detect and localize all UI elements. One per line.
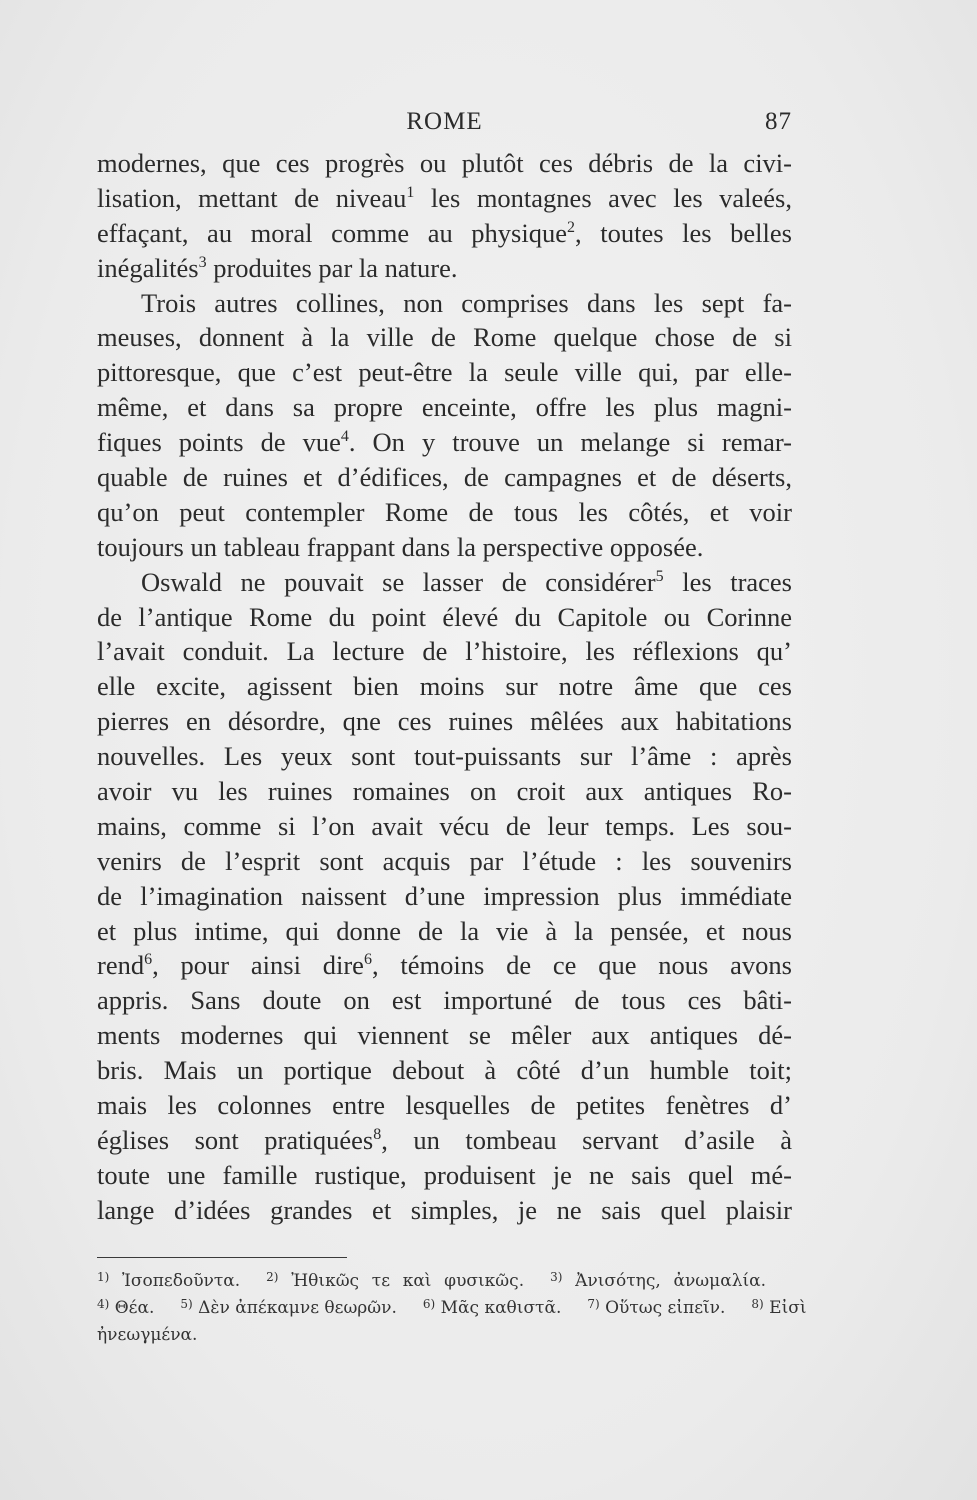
footnote-marker: 6 xyxy=(363,951,372,969)
footnote-number: 1) xyxy=(97,1270,110,1284)
text-line: inégalités$^3$ produites par la nature. xyxy=(97,252,458,283)
text-line: modernes, que ces progrès ou plutôt ces débris de la civi- xyxy=(97,148,792,178)
page-number: 87 xyxy=(765,108,792,135)
footnote-number: 6) xyxy=(422,1297,436,1311)
text-line: meuses, donnent à la ville de Rome quelque chose de si xyxy=(97,322,792,353)
text-line: même, et dans sa propre enceinte, offre les plus magni- xyxy=(97,392,792,423)
footnote-number: 8) xyxy=(751,1297,764,1311)
text-line: mais les colonnes entre lesquelles de petites fenètres d’ xyxy=(97,1090,792,1121)
text-line: et plus intime, qui donne de la vie à la pensée, et nous xyxy=(97,915,792,946)
footnote-line xyxy=(97,1268,792,1295)
footnote-marker: 3 xyxy=(198,253,207,271)
text-line: elle excite, agissent bien moins sur notre âme que ces xyxy=(97,671,792,702)
footnote xyxy=(423,1298,561,1318)
text-line: rend$^6$, pour ainsi dire$^6$, témoins de ce que nous avons xyxy=(97,950,792,981)
footnote xyxy=(97,1325,197,1345)
text-line: de l’antique Rome du point élevé du Capitole ou Corinne xyxy=(97,601,792,632)
text-line: toujours un tableau frappant dans la perspective opposée. xyxy=(97,531,704,562)
footnote xyxy=(587,1298,725,1318)
text-line: quable de ruines et d’édifices, de campagnes et de déserts, xyxy=(97,462,792,493)
text-line: lange d’idées grandes et simples, je ne sais quel plaisir xyxy=(97,1194,792,1225)
text-line: Oswald ne pouvait se lasser de considérer$^5$ les traces xyxy=(141,566,792,597)
text-line: nouvelles. Les yeux sont tout-puissants sur l’âme : après xyxy=(97,741,792,772)
text-line: pierres en désordre, qne ces ruines mêlées aux habitations xyxy=(97,706,792,737)
footnote-text: Ἰσοπεδοῦντα. xyxy=(122,1271,241,1291)
footnote-marker: 4 xyxy=(340,428,349,446)
footnotes xyxy=(97,1268,807,1349)
footnote xyxy=(266,1271,524,1291)
footnote-rule xyxy=(97,1257,347,1258)
footnote-text: Μᾶς καθιστᾶ. xyxy=(440,1298,562,1318)
footnote-marker: 5 xyxy=(655,567,664,585)
footnote-text: Δὲν ἀπέκαμνε θεωρῶν. xyxy=(198,1298,397,1318)
footnote-number: 3) xyxy=(550,1270,563,1284)
footnote-number: 2) xyxy=(266,1270,279,1284)
text-line: effaçant, au moral comme au physique$^2$, toutes les belles xyxy=(97,217,792,248)
footnote-marker: 1 xyxy=(406,183,415,201)
text-line: l’avait conduit. La lecture de l’histoire, les réflexions qu’ xyxy=(97,636,792,667)
text-line: venirs de l’esprit sont acquis par l’étude : les souvenirs xyxy=(97,845,792,876)
footnote-text: Οὕτως εἰπεῖν. xyxy=(605,1298,726,1318)
footnote-marker: 8 xyxy=(373,1125,382,1143)
page-header xyxy=(97,108,792,142)
footnote-line xyxy=(97,1295,807,1322)
footnote xyxy=(751,1298,806,1318)
running-head: ROME xyxy=(406,108,483,135)
text-line: bris. Mais un portique debout à côté d’un humble toit; xyxy=(97,1055,792,1086)
footnote-number: 7) xyxy=(587,1297,600,1311)
text-line: Trois autres collines, non comprises dans les sept fa- xyxy=(141,287,792,318)
footnote-text: Ἠθικῶς τε καὶ φυσικῶς. xyxy=(291,1271,525,1291)
text-line: qu’on peut contempler Rome de tous les côtés, et voir xyxy=(97,496,792,527)
text-line: toute une famille rustique, produisent je ne sais quel mé- xyxy=(97,1159,792,1190)
footnote-number: 4) xyxy=(97,1297,110,1311)
footnote-text: ἠνεωγμένα. xyxy=(97,1325,198,1345)
text-line: mains, comme si l’on avait vécu de leur temps. Les sou- xyxy=(97,810,792,841)
text-line: fiques points de vue$^4$. On y trouve un melange si remar- xyxy=(97,427,792,458)
footnote-marker: 2 xyxy=(567,218,575,236)
footnote-number: 5) xyxy=(180,1297,193,1311)
footnote-line xyxy=(97,1322,792,1349)
text-line: ments modernes qui viennent se mêler aux antiques dé- xyxy=(97,1020,792,1051)
footnote-text: Θέα. xyxy=(114,1298,155,1318)
text-line: églises sont pratiquées$^8$, un tombeau servant d’asile à xyxy=(97,1124,792,1155)
footnote xyxy=(180,1298,397,1318)
body-text xyxy=(97,146,792,1228)
footnote xyxy=(550,1271,766,1291)
text-line: lisation, mettant de niveau$^1$ les montagnes avec les valeés, xyxy=(97,182,792,213)
text-line: appris. Sans doute on est importuné de tous ces bâti- xyxy=(97,985,792,1016)
footnote-text: Ἀνισότης, ἀνωμαλία. xyxy=(575,1271,767,1291)
text-line: avoir vu les ruines romaines on croit aux antiques Ro- xyxy=(97,776,792,807)
text-line: de l’imagination naissent d’une impression plus immédiate xyxy=(97,880,792,911)
footnote xyxy=(97,1298,154,1318)
footnote-marker: 6 xyxy=(144,951,153,969)
footnote xyxy=(97,1271,240,1291)
footnote-text: Εἰσὶ xyxy=(769,1298,807,1318)
text-line: pittoresque, que c’est peut-être la seule ville qui, par elle- xyxy=(97,357,792,388)
